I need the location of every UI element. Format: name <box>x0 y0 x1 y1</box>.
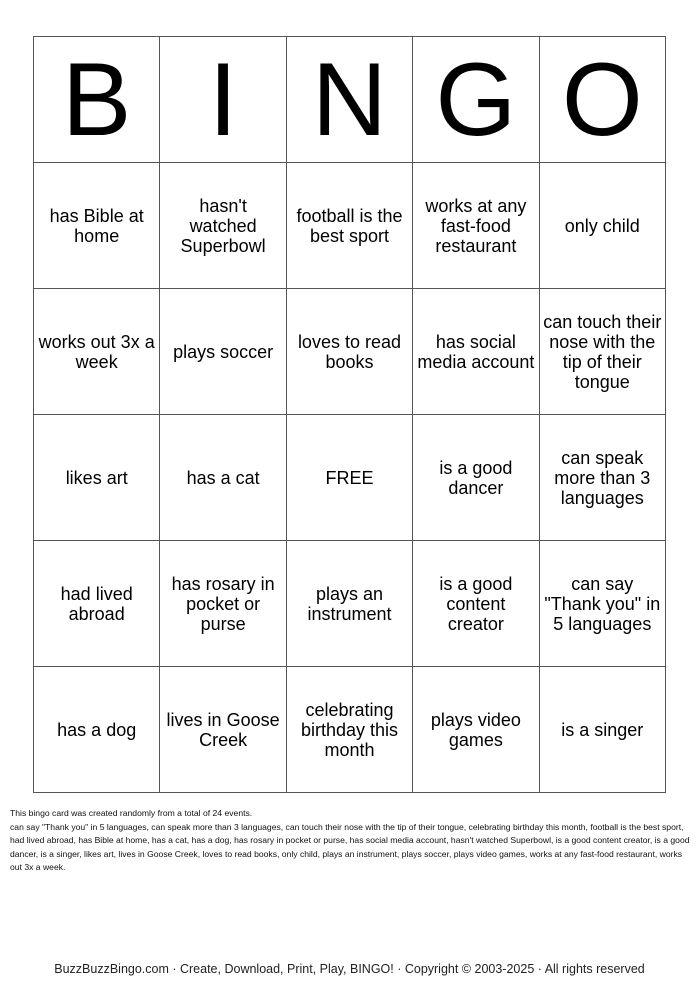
header-letter-n: N <box>286 37 412 163</box>
bingo-square: loves to read books <box>286 289 412 415</box>
free-square: FREE <box>286 415 412 541</box>
bingo-square: likes art <box>34 415 160 541</box>
bingo-square: plays soccer <box>160 289 286 415</box>
bingo-square: football is the best sport <box>286 163 412 289</box>
bingo-square: works out 3x a week <box>34 289 160 415</box>
bingo-square: is a good dancer <box>413 415 539 541</box>
bingo-row-4 <box>34 541 666 667</box>
header-letter-g: G <box>413 37 539 163</box>
header-letter-i: I <box>160 37 286 163</box>
card-footnote <box>10 807 690 875</box>
bingo-square: hasn't watched Superbowl <box>160 163 286 289</box>
bingo-square: plays video games <box>413 667 539 793</box>
bingo-square: had lived abroad <box>34 541 160 667</box>
bingo-square: has social media account <box>413 289 539 415</box>
bingo-square: has rosary in pocket or purse <box>160 541 286 667</box>
bingo-square: can speak more than 3 languages <box>539 415 665 541</box>
footnote-events-list: can say "Thank you" in 5 languages, can speak more than 3 languages, can touch their nose with the tip of their tongue, celebrating birthday this month, football is the best sport, had lived abroad, has Bible at home, has a cat, has a dog, has rosary in pocket or purse, has social media account, hasn't watched Superbowl, is a good content creator, is a good dancer, is a singer, likes art, lives in Goose Creek, loves to read books, only child, plays an instrument, plays soccer, plays video games, works at any fast-food restaurant, works out 3x a week. <box>10 821 690 872</box>
bingo-square: has Bible at home <box>34 163 160 289</box>
bingo-square: lives in Goose Creek <box>160 667 286 793</box>
bingo-square: can touch their nose with the tip of their tongue <box>539 289 665 415</box>
header-letter-o: O <box>539 37 665 163</box>
header-letter-b: B <box>34 37 160 163</box>
bingo-square: has a cat <box>160 415 286 541</box>
footnote-intro: This bingo card was created randomly from a total of 24 events. <box>10 808 253 818</box>
bingo-square: plays an instrument <box>286 541 412 667</box>
bingo-row-1 <box>34 163 666 289</box>
bingo-square: has a dog <box>34 667 160 793</box>
bingo-square: only child <box>539 163 665 289</box>
bingo-square: works at any fast-food restaurant <box>413 163 539 289</box>
bingo-card <box>33 36 666 793</box>
bingo-row-5 <box>34 667 666 793</box>
bingo-row-2 <box>34 289 666 415</box>
bingo-header-row <box>34 37 666 163</box>
bingo-square: is a singer <box>539 667 665 793</box>
bingo-square: celebrating birthday this month <box>286 667 412 793</box>
bingo-square: can say "Thank you" in 5 languages <box>539 541 665 667</box>
site-footer: BuzzBuzzBingo.com · Create, Download, Print, Play, BINGO! · Copyright © 2003-2025 · All rights reserved <box>54 962 645 976</box>
bingo-square: is a good content creator <box>413 541 539 667</box>
bingo-row-3 <box>34 415 666 541</box>
